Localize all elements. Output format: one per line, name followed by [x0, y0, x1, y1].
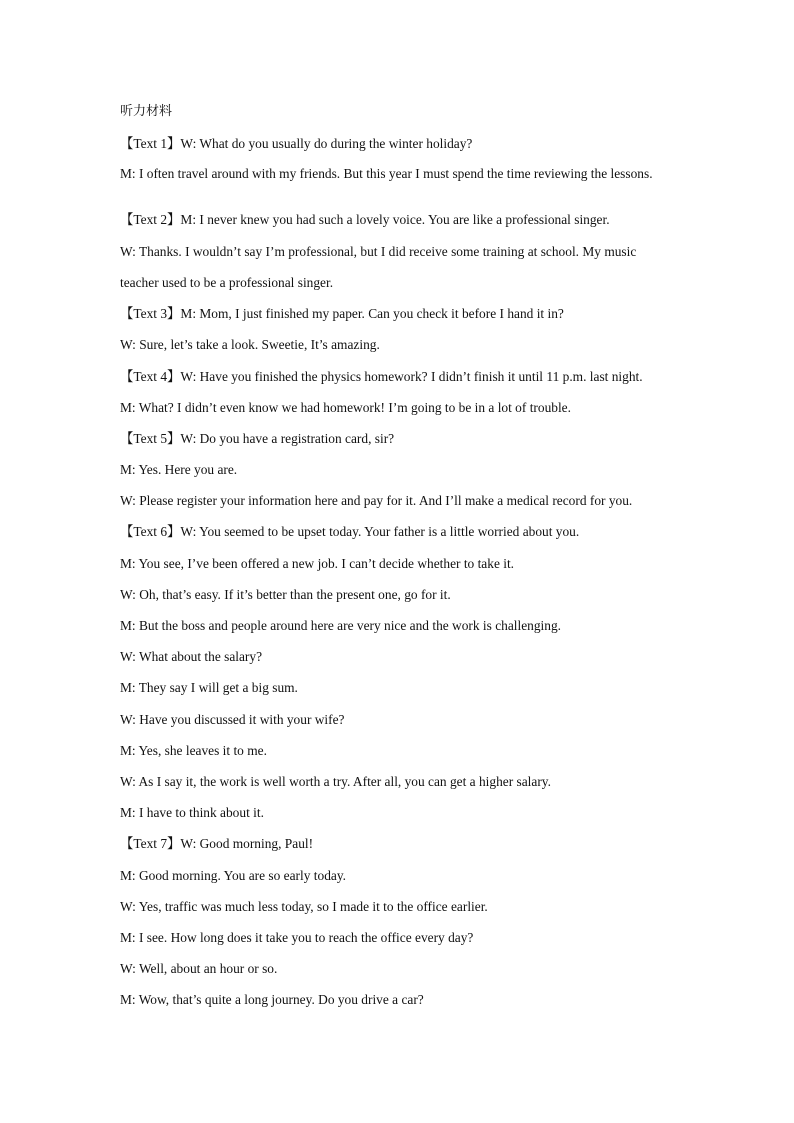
paragraph-text6-m4: M: Yes, she leaves it to me.: [120, 743, 267, 758]
paragraph-text7-w2: W: Yes, traffic was much less today, so I made it to the office earlier.: [120, 899, 488, 914]
paragraph-text3-m: 【Text 3】M: Mom, I just finished my paper. Can you check it before I hand it in?: [120, 306, 564, 321]
paragraph-text1-m: M: I often travel around with my friends. But this year I must spend the time reviewing the lessons.: [120, 166, 653, 181]
paragraph-text5-m: M: Yes. Here you are.: [120, 462, 238, 477]
paragraph-text7-w3: W: Well, about an hour or so.: [120, 961, 278, 976]
paragraph-text2-m: 【Text 2】M: I never knew you had such a lovely voice. You are like a professional singer.: [120, 212, 610, 227]
document-title: 听力材料: [120, 104, 173, 119]
paragraph-text7-m3: M: Wow, that’s quite a long journey. Do you drive a car?: [120, 992, 424, 1007]
paragraph-text5-w2: W: Please register your information here and pay for it. And I’ll make a medical record for you.: [120, 493, 633, 508]
paragraph-text2-w-cont: teacher used to be a professional singer.: [120, 275, 334, 290]
paragraph-text6-w: 【Text 6】W: You seemed to be upset today. Your father is a little worried about you.: [120, 524, 580, 539]
paragraph-text6-m: M: You see, I’ve been offered a new job. I can’t decide whether to take it.: [120, 556, 515, 571]
paragraph-text3-w: W: Sure, let’s take a look. Sweetie, It’s amazing.: [120, 337, 380, 352]
paragraph-text6-w2: W: Oh, that’s easy. If it’s better than the present one, go for it.: [120, 587, 451, 602]
paragraph-text6-w5: W: As I say it, the work is well worth a try. After all, you can get a higher salary.: [120, 774, 551, 789]
paragraph-text7-m2: M: I see. How long does it take you to reach the office every day?: [120, 930, 474, 945]
paragraph-text6-w4: W: Have you discussed it with your wife?: [120, 712, 345, 727]
paragraph-text6-m3: M: They say I will get a big sum.: [120, 680, 298, 695]
paragraph-text4-m: M: What? I didn’t even know we had homework! I’m going to be in a lot of trouble.: [120, 400, 571, 415]
paragraph-text4-w: 【Text 4】W: Have you finished the physics homework? I didn’t finish it until 11 p.m. last night.: [120, 369, 643, 384]
paragraph-text5-w: 【Text 5】W: Do you have a registration card, sir?: [120, 431, 395, 446]
paragraph-text1-w: 【Text 1】W: What do you usually do during the winter holiday?: [120, 136, 473, 151]
paragraph-text6-m5: M: I have to think about it.: [120, 805, 264, 820]
paragraph-text7-w: 【Text 7】W: Good morning, Paul!: [120, 836, 314, 851]
paragraph-text2-w: W: Thanks. I wouldn’t say I’m professional, but I did receive some training at school. My music: [120, 244, 637, 259]
paragraph-text6-m2: M: But the boss and people around here are very nice and the work is challenging.: [120, 618, 562, 633]
paragraph-text7-m: M: Good morning. You are so early today.: [120, 868, 347, 883]
paragraph-text6-w3: W: What about the salary?: [120, 649, 263, 664]
